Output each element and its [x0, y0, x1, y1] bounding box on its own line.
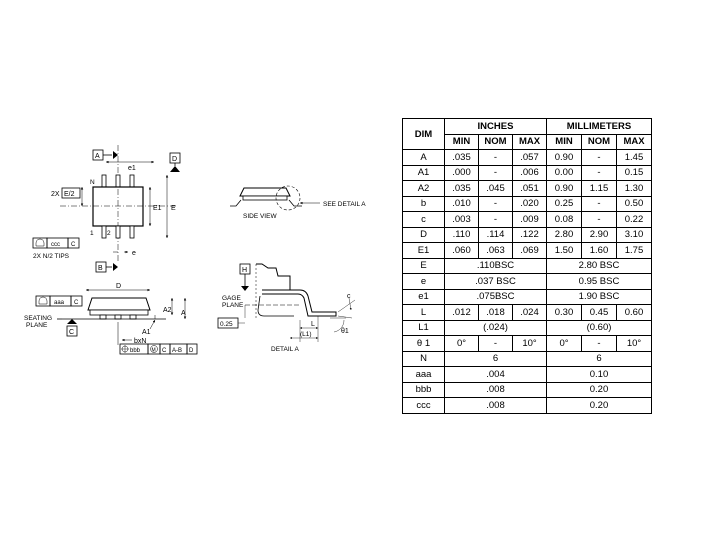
inches-value-cell: .110BSC	[445, 258, 547, 274]
inches-value-cell: 10°	[513, 336, 547, 352]
datum-b-label: B	[98, 265, 103, 272]
millimeters-value-cell: 0.90	[547, 150, 582, 166]
dim-cell: A1	[403, 165, 445, 181]
dim-cell: A	[403, 150, 445, 166]
two-x-label: 2X	[51, 191, 60, 198]
inches-value-cell: -	[479, 212, 513, 228]
detail-a-view	[218, 264, 355, 353]
inches-value-cell: .114	[479, 227, 513, 243]
millimeters-value-cell: 1.90 BSC	[547, 289, 652, 305]
millimeters-value-cell: 1.15	[582, 181, 617, 197]
table-row	[403, 165, 652, 181]
inches-value-cell: .010	[445, 196, 479, 212]
front-view	[24, 283, 197, 354]
table-header-row-1	[403, 119, 652, 135]
inches-value-cell: .051	[513, 181, 547, 197]
pos-frame-tol-text: bbb	[130, 348, 141, 354]
pos-frame-mod-text: M	[151, 347, 156, 354]
table-row	[403, 289, 652, 305]
millimeters-value-cell: (0.60)	[547, 320, 652, 336]
millimeters-value-cell: 2.80 BSC	[547, 258, 652, 274]
inches-value-cell: .057	[513, 150, 547, 166]
e-pitch-label: e	[132, 250, 136, 257]
sub-header-min: MIN	[547, 134, 582, 150]
ccc-frame-symbol	[33, 238, 47, 248]
pos-frame-c-text: C	[162, 348, 167, 354]
inches-value-cell: .009	[513, 212, 547, 228]
sub-header-max: MAX	[617, 134, 652, 150]
gage-label-1: GAGE	[222, 295, 241, 302]
dim-cell: L	[403, 305, 445, 321]
pin1-label: 1	[90, 230, 94, 237]
bxn-label: bxN	[134, 338, 147, 345]
inches-value-cell: .006	[513, 165, 547, 181]
millimeters-value-cell: 0.90	[547, 181, 582, 197]
millimeters-value-cell: 10°	[617, 336, 652, 352]
pin-bottom-3	[130, 226, 134, 238]
inches-value-cell: .110	[445, 227, 479, 243]
table-row	[403, 367, 652, 383]
dim-cell: A2	[403, 181, 445, 197]
millimeters-value-cell: -	[582, 196, 617, 212]
inches-header: INCHES	[445, 119, 547, 135]
table-row	[403, 336, 652, 352]
pos-frame-d-text: D	[189, 348, 194, 354]
table-row	[403, 212, 652, 228]
inches-value-cell: .060	[445, 243, 479, 259]
inches-value-cell: .008	[445, 398, 547, 414]
millimeters-value-cell: 0.20	[547, 382, 652, 398]
inches-value-cell: .024	[513, 305, 547, 321]
e1-dim-label: E1	[153, 205, 162, 212]
datum-a-label: A	[95, 153, 100, 160]
table-row	[403, 274, 652, 290]
table-row	[403, 227, 652, 243]
inches-value-cell: .045	[479, 181, 513, 197]
millimeters-value-cell: 0°	[547, 336, 582, 352]
a-label: A	[181, 310, 186, 317]
pin-bottom-2	[116, 226, 120, 238]
table-row	[403, 150, 652, 166]
inches-value-cell: 6	[445, 351, 547, 367]
pin-top-3	[130, 175, 134, 187]
aaa-frame-tol-text: aaa	[54, 300, 65, 306]
table-row	[403, 382, 652, 398]
millimeters-value-cell: 0.50	[617, 196, 652, 212]
table-row	[403, 243, 652, 259]
gage-label-2: PLANE	[222, 302, 244, 309]
table-row	[403, 398, 652, 414]
ccc-frame-datum-text: C	[71, 242, 76, 248]
half-e-label: E/2	[64, 191, 75, 198]
l-label: L	[311, 321, 315, 328]
dim-cell: ccc	[403, 398, 445, 414]
inches-value-cell: (.024)	[445, 320, 547, 336]
inches-value-cell: .075BSC	[445, 289, 547, 305]
inches-value-cell: .020	[513, 196, 547, 212]
inches-value-cell: .018	[479, 305, 513, 321]
l1-label: (L1)	[300, 331, 312, 338]
millimeters-value-cell: 0.25	[547, 196, 582, 212]
millimeters-value-cell: 0.20	[547, 398, 652, 414]
dim-cell: θ 1	[403, 336, 445, 352]
a1-label: A1	[142, 329, 151, 336]
inches-value-cell: .069	[513, 243, 547, 259]
pos-frame-ab-text: A-B	[172, 348, 183, 354]
millimeters-value-cell: 1.45	[617, 150, 652, 166]
table-body	[403, 150, 652, 414]
inches-value-cell: -	[479, 336, 513, 352]
n-label: N	[90, 179, 95, 186]
millimeters-value-cell: -	[582, 165, 617, 181]
theta1-label: θ1	[341, 328, 349, 335]
millimeters-value-cell: -	[582, 336, 617, 352]
millimeters-value-cell: 2.90	[582, 227, 617, 243]
gage-value: 0.25	[220, 321, 233, 328]
dim-cell: E	[403, 258, 445, 274]
millimeters-value-cell: -	[582, 150, 617, 166]
inches-value-cell: .037 BSC	[445, 274, 547, 290]
millimeters-value-cell: 1.75	[617, 243, 652, 259]
aaa-frame-datum-text: C	[74, 300, 79, 306]
table-row	[403, 196, 652, 212]
millimeters-header: MILLIMETERS	[547, 119, 652, 135]
e-dim-label: E	[171, 205, 176, 212]
sub-header-min: MIN	[445, 134, 479, 150]
pin-top-2	[116, 175, 120, 187]
table-row	[403, 320, 652, 336]
millimeters-value-cell: 1.60	[582, 243, 617, 259]
millimeters-value-cell: 0.60	[617, 305, 652, 321]
inches-value-cell: .122	[513, 227, 547, 243]
inches-value-cell: -	[479, 196, 513, 212]
inches-value-cell: .000	[445, 165, 479, 181]
inches-value-cell: .063	[479, 243, 513, 259]
dim-cell: b	[403, 196, 445, 212]
dim-cell: bbb	[403, 382, 445, 398]
millimeters-value-cell: 1.50	[547, 243, 582, 259]
e1-label: e1	[128, 165, 136, 172]
inches-value-cell: .012	[445, 305, 479, 321]
tips-note: 2X N/2 TIPS	[33, 253, 70, 260]
dim-cell: L1	[403, 320, 445, 336]
millimeters-value-cell: 6	[547, 351, 652, 367]
millimeters-value-cell: 1.30	[617, 181, 652, 197]
d-dim-label: D	[116, 283, 122, 290]
seating-label-1: SEATING	[24, 315, 53, 322]
datum-h-label: H	[242, 267, 248, 274]
detail-a-label: DETAIL A	[271, 346, 299, 353]
inches-value-cell: -	[479, 165, 513, 181]
datum-d-label: D	[172, 156, 178, 163]
sub-header-nom: NOM	[479, 134, 513, 150]
millimeters-value-cell: 0.95 BSC	[547, 274, 652, 290]
aaa-frame-symbol	[36, 296, 50, 306]
dim-cell: c	[403, 212, 445, 228]
sub-header-nom: NOM	[582, 134, 617, 150]
millimeters-value-cell: 0.22	[617, 212, 652, 228]
dim-cell: e1	[403, 289, 445, 305]
dim-cell: e	[403, 274, 445, 290]
millimeters-value-cell: 0.15	[617, 165, 652, 181]
inches-value-cell: .035	[445, 150, 479, 166]
inches-value-cell: .008	[445, 382, 547, 398]
pin2-label: 2	[107, 230, 111, 237]
side-view-label: SIDE VIEW	[243, 213, 277, 220]
dim-header: DIM	[403, 119, 445, 150]
pin-bottom-1	[102, 226, 106, 238]
millimeters-value-cell: -	[582, 212, 617, 228]
millimeters-value-cell: 0.00	[547, 165, 582, 181]
millimeters-value-cell: 0.45	[582, 305, 617, 321]
dim-cell: E1	[403, 243, 445, 259]
inches-value-cell: .035	[445, 181, 479, 197]
millimeters-value-cell: 0.30	[547, 305, 582, 321]
side-view	[230, 186, 366, 220]
ccc-frame-tol-text: ccc	[51, 242, 60, 248]
table-row	[403, 351, 652, 367]
c-label: c	[347, 293, 351, 300]
pin-top-1	[102, 175, 106, 187]
table-row	[403, 181, 652, 197]
millimeters-value-cell: 0.10	[547, 367, 652, 383]
dim-cell: D	[403, 227, 445, 243]
millimeters-value-cell: 2.80	[547, 227, 582, 243]
inches-value-cell: .003	[445, 212, 479, 228]
see-detail-label: SEE DETAIL A	[323, 201, 366, 208]
seating-label-2: PLANE	[26, 322, 48, 329]
inches-value-cell: 0°	[445, 336, 479, 352]
millimeters-value-cell: 0.08	[547, 212, 582, 228]
inches-value-cell: -	[479, 150, 513, 166]
table-row	[403, 258, 652, 274]
table-row	[403, 305, 652, 321]
a2-label: A2	[163, 307, 172, 314]
dim-cell: aaa	[403, 367, 445, 383]
millimeters-value-cell: 3.10	[617, 227, 652, 243]
inches-value-cell: .004	[445, 367, 547, 383]
dimension-table	[402, 118, 652, 414]
top-view	[33, 145, 180, 272]
datum-c-label: C	[69, 329, 75, 336]
sub-header-max: MAX	[513, 134, 547, 150]
dim-cell: N	[403, 351, 445, 367]
